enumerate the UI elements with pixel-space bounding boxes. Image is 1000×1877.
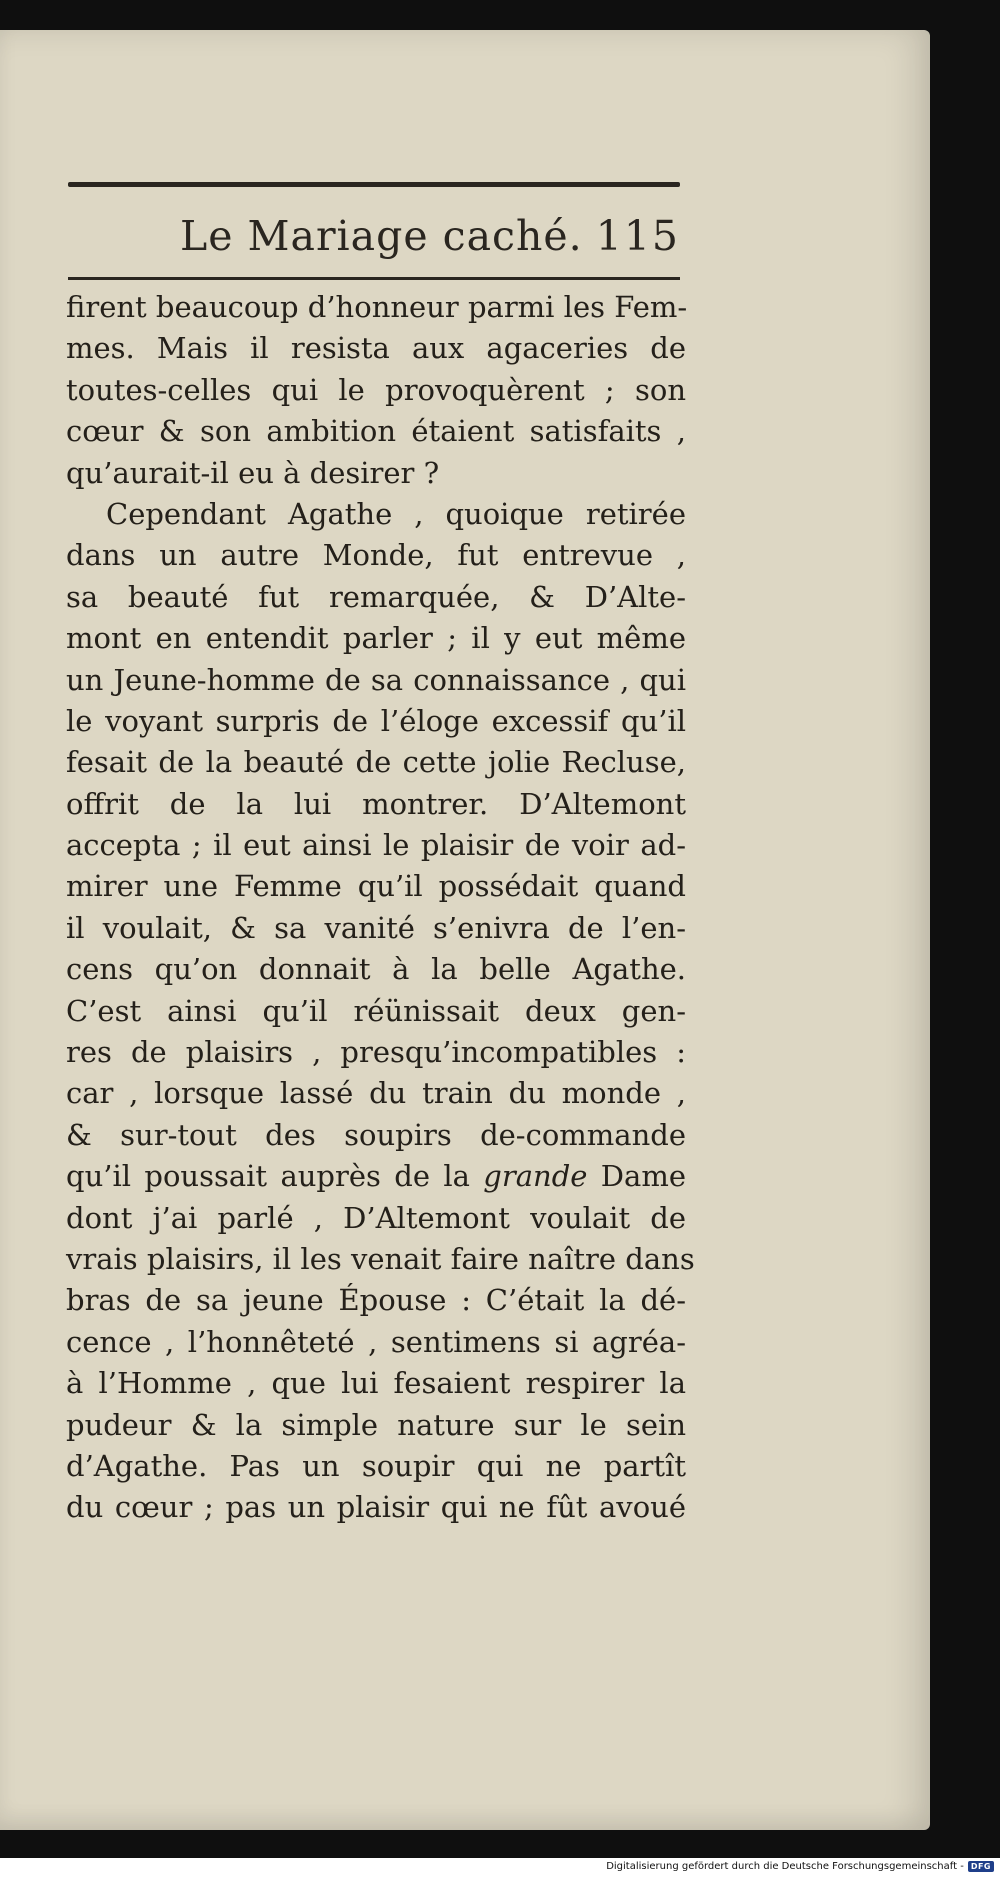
- text-segment: qu’il poussait auprès de la: [66, 1159, 484, 1194]
- credit-text: Digitalisierung gefördert durch die Deutsche Forschungsgemeinschaft -: [606, 1861, 964, 1872]
- text-line: offrit de la lui montrer. D’Altemont: [66, 786, 686, 821]
- text-line: fesait de la beauté de cette jolie Recluse,: [66, 745, 686, 780]
- text-line: & sur-tout des soupirs de-commande: [66, 1117, 686, 1152]
- text-line: Cependant Agathe , quoique retirée: [106, 496, 686, 531]
- text-line: cœur & son ambition étaient satisfaits ,: [66, 414, 686, 449]
- page-number: 115: [595, 212, 680, 260]
- header-rule-top: [68, 182, 680, 187]
- text-line: bras de sa jeune Épouse : C’était la dé-: [66, 1283, 686, 1318]
- text-line: accepta ; il eut ainsi le plaisir de voir ad-: [66, 828, 686, 863]
- text-line: qu’aurait-il eu à desirer ?: [66, 455, 440, 490]
- text-line: mes. Mais il resista aux agaceries de: [66, 331, 686, 366]
- text-line: cens qu’on donnait à la belle Agathe.: [66, 952, 686, 987]
- running-title: Le Mariage caché.: [180, 212, 583, 260]
- text-line: cence , l’honnêteté , sentimens si agréa-: [66, 1324, 686, 1359]
- body-text: [66, 287, 695, 1529]
- text-line: sa beauté fut remarquée, & D’Alte-: [66, 579, 686, 614]
- text-line: il voulait, & sa vanité s’enivra de l’en-: [66, 910, 686, 945]
- text-line: toutes-celles qui le provoquèrent ; son: [66, 372, 686, 407]
- text-line: le voyant surpris de l’éloge excessif qu’il: [66, 703, 686, 738]
- text-line: mont en entendit parler ; il y eut même: [66, 621, 686, 656]
- text-line: d’Agathe. Pas un soupir qui ne partît: [66, 1448, 686, 1483]
- dfg-logo: DFG: [968, 1861, 994, 1872]
- text-line: du cœur ; pas un plaisir qui ne fût avoué: [66, 1490, 686, 1525]
- text-line: à l’Homme , que lui fesaient respirer la: [66, 1366, 686, 1401]
- italic-word: grande: [483, 1159, 588, 1194]
- book-page: [0, 30, 930, 1830]
- text-line: vrais plaisirs, il les venait faire naître dans: [66, 1241, 695, 1276]
- text-line-with-italic: [66, 1156, 686, 1197]
- running-head: [68, 212, 680, 272]
- text-line: dont j’ai parlé , D’Altemont voulait de: [66, 1200, 686, 1235]
- text-segment: Dame: [587, 1159, 686, 1194]
- text-line: dans un autre Monde, fut entrevue ,: [66, 538, 686, 573]
- text-line: mirer une Femme qu’il possédait quand: [66, 869, 686, 904]
- digitization-credit: [606, 1861, 994, 1872]
- text-line: res de plaisirs , presqu’incompatibles :: [66, 1035, 686, 1070]
- text-line: pudeur & la simple nature sur le sein: [66, 1407, 686, 1442]
- header-rule-bottom: [68, 277, 680, 280]
- text-line: firent beaucoup d’honneur parmi les Fem-: [66, 290, 688, 324]
- text-line: car , lorsque lassé du train du monde ,: [66, 1076, 686, 1111]
- text-line: C’est ainsi qu’il réünissait deux gen-: [66, 993, 686, 1028]
- text-line: un Jeune-homme de sa connaissance , qui: [66, 662, 686, 697]
